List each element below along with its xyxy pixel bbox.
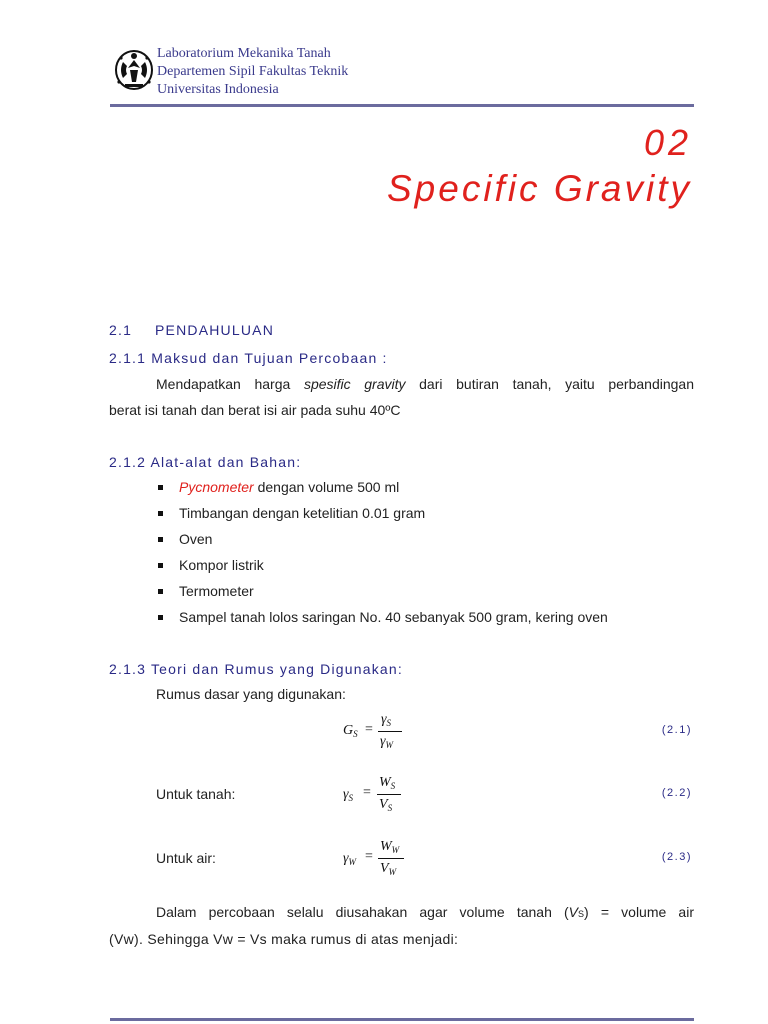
list-item-text: Timbangan dengan ketelitian 0.01 gram	[179, 505, 426, 521]
bullet-icon	[158, 615, 163, 620]
makara-logo-icon	[113, 48, 155, 92]
chapter-number: 02	[643, 122, 692, 163]
section-heading-2-1	[109, 320, 274, 340]
purpose-paragraph-line2: berat isi tanah dan berat isi air pada suhu 40ºC	[109, 402, 401, 418]
purpose-paragraph-line1	[156, 374, 694, 394]
header-university: Universitas Indonesia	[157, 82, 279, 97]
list-item	[157, 529, 608, 555]
volume-subscript: S	[578, 909, 585, 919]
header-lab-name: Laboratorium Mekanika Tanah	[157, 46, 331, 61]
closing-text-rest: ) = volume air	[584, 904, 694, 920]
pycnometer-term: Pycnometer	[179, 479, 254, 495]
section-title: PENDAHULUAN	[155, 322, 274, 338]
list-item	[157, 607, 608, 633]
section-heading-2-1-1: 2.1.1 Maksud dan Tujuan Percobaan :	[109, 350, 388, 366]
equation-number: (2.3)	[661, 851, 692, 863]
equation-number: (2.2)	[661, 787, 692, 799]
list-item	[157, 477, 608, 503]
bullet-icon	[158, 563, 163, 568]
list-item	[157, 555, 608, 581]
equation-2-1: $G_S$ = $\gamma_S$ $\gamma_W$	[343, 712, 413, 756]
list-item-text: Oven	[179, 531, 213, 547]
closing-paragraph-line2: (Vw). Sehingga Vw = Vs maka rumus di atas menjadi:	[109, 931, 459, 947]
footer-divider	[110, 1018, 694, 1021]
chapter-title: Specific Gravity	[386, 168, 692, 209]
section-heading-2-1-3: 2.1.3 Teori dan Rumus yang Digunakan:	[109, 661, 403, 677]
purpose-italic-term: spesific gravity	[303, 376, 406, 392]
closing-text: Dalam percobaan selalu diusahakan agar volume tanah (	[156, 904, 569, 920]
section-number: 2.1	[109, 322, 133, 338]
list-item-text: Sampel tanah lolos saringan No. 40 sebanyak 500 gram, kering oven	[179, 609, 608, 625]
header-department: Departemen Sipil Fakultas Teknik	[157, 64, 349, 79]
purpose-text-rest: dari butiran tanah, yaitu perbandingan	[405, 376, 694, 392]
equipment-list	[157, 477, 608, 633]
purpose-text: Mendapatkan harga	[156, 376, 304, 392]
list-item	[157, 581, 608, 607]
header-divider	[110, 104, 694, 107]
equation-2-2: $\gamma_S$ = $W_S$ $V_S$	[343, 775, 413, 819]
section-heading-2-1-2: 2.1.2 Alat-alat dan Bahan:	[109, 454, 302, 470]
list-item-text: Kompor listrik	[179, 557, 264, 573]
bullet-icon	[158, 537, 163, 542]
bullet-icon	[158, 511, 163, 516]
list-item-text: dengan volume 500 ml	[253, 479, 400, 495]
formula-intro: Rumus dasar yang digunakan:	[156, 686, 346, 702]
list-item-text: Termometer	[179, 583, 254, 599]
equation-2-3: $\gamma_W$ = $W_W$ $V_W$	[343, 839, 415, 883]
volume-symbol: V	[568, 904, 579, 920]
list-item	[157, 503, 608, 529]
equation-label: Untuk tanah:	[156, 786, 236, 802]
closing-paragraph-line1	[156, 902, 694, 924]
bullet-icon	[158, 589, 163, 594]
bullet-icon	[158, 485, 163, 490]
equation-number: (2.1)	[661, 724, 692, 736]
equation-label: Untuk air:	[156, 850, 216, 866]
